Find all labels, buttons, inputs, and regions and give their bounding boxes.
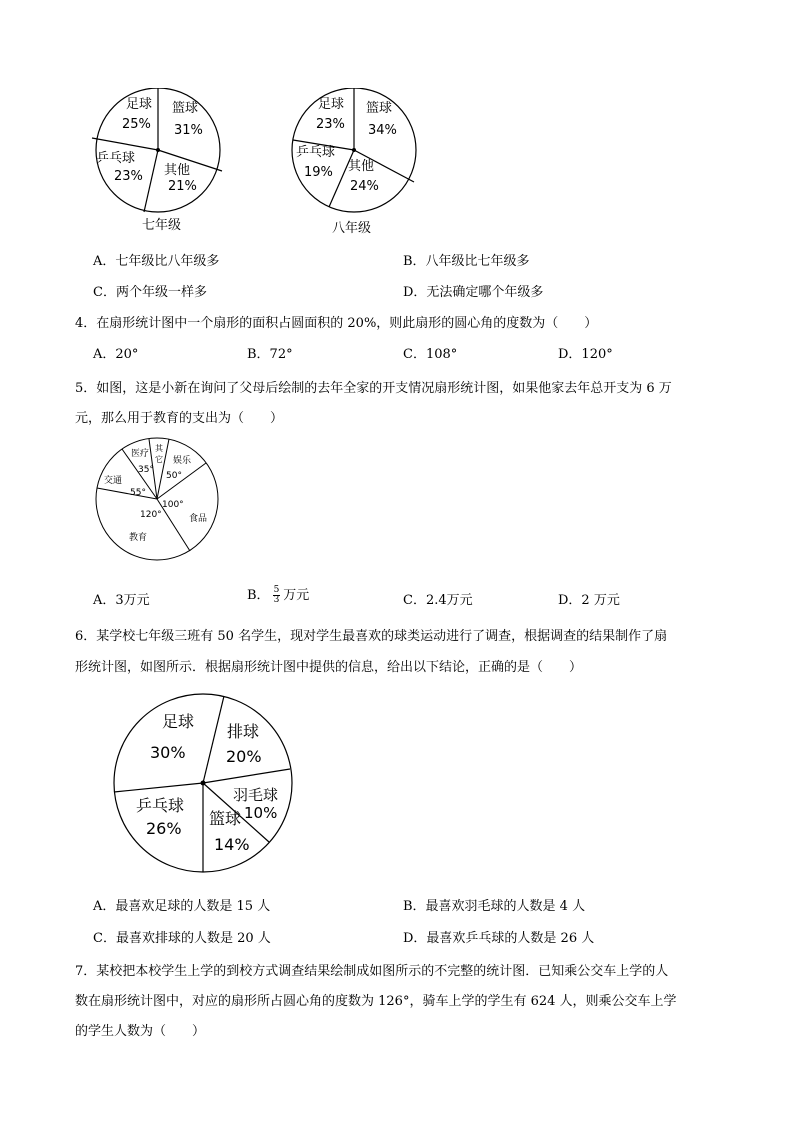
q6-option-c[interactable]: C．最喜欢排球的人数是 20 人 xyxy=(93,931,271,946)
pie7-label-basketball: 篮球 xyxy=(172,101,199,116)
fraction-denominator: 3 xyxy=(273,595,280,605)
pie8-label-basketball: 篮球 xyxy=(366,101,393,116)
pie7-divider xyxy=(92,138,158,150)
pie8-pct-pingpong: 19% xyxy=(304,165,333,180)
sports-label-volleyball: 排球 xyxy=(227,722,260,741)
q3-option-a[interactable]: A．七年级比八年级多 xyxy=(93,254,220,269)
expense-label-education: 教育 xyxy=(129,533,148,543)
pie8-label-other: 其他 xyxy=(348,159,375,174)
q6-option-b[interactable]: B．最喜欢羽毛球的人数是 4 人 xyxy=(403,899,586,914)
q5-option-c[interactable]: C．2.4万元 xyxy=(403,593,473,608)
sports-label-basketball: 篮球 xyxy=(209,809,242,828)
expense-angle-food: 100° xyxy=(162,500,184,510)
pie7-title: 七年级 xyxy=(142,218,182,233)
q7-line3: 的学生人数为（ ） xyxy=(75,1024,206,1039)
sports-pct-volleyball: 20% xyxy=(226,747,262,766)
q5-option-b-prefix: B． xyxy=(247,588,270,603)
pie8-pct-football: 23% xyxy=(316,117,345,132)
expense-label-medical: 医疗 xyxy=(131,449,150,459)
fraction-numerator: 5 xyxy=(273,585,280,595)
q4-option-a[interactable]: A．20° xyxy=(93,347,139,362)
q5-option-a[interactable]: A．3万元 xyxy=(93,593,150,608)
q4-stem: 4．在扇形统计图中一个扇形的面积占圆面积的 20%，则此扇形的圆心角的度数为（ ） xyxy=(75,316,598,331)
expense-angle-transport: 55° xyxy=(130,488,146,498)
q5-option-b[interactable] xyxy=(247,584,309,605)
q3-option-b[interactable]: B．八年级比七年级多 xyxy=(403,254,530,269)
q6-option-a[interactable]: A．最喜欢足球的人数是 15 人 xyxy=(93,899,271,914)
grade8-pie-chart xyxy=(284,88,434,240)
sports-pct-badminton: 10% xyxy=(244,804,278,822)
expense-label-other-1: 其 xyxy=(155,444,163,453)
q4-option-d[interactable]: D．120° xyxy=(558,347,613,362)
pie7-pct-other: 21% xyxy=(168,179,197,194)
expense-pie-chart xyxy=(94,436,222,564)
pie7-label-football: 足球 xyxy=(126,97,153,112)
expense-label-other-2: 它 xyxy=(155,455,163,464)
expense-angle-education: 120° xyxy=(140,510,162,520)
q4-option-b[interactable]: B．72° xyxy=(247,347,293,362)
pie7-label-pingpong: 乒乓球 xyxy=(96,151,136,166)
expense-label-entertainment: 娱乐 xyxy=(173,456,192,466)
pie8-pct-basketball: 34% xyxy=(368,123,397,138)
q6-stem-line2: 形统计图，如图所示．根据扇形统计图中提供的信息，给出以下结论，正确的是（ ） xyxy=(75,660,583,675)
q3-option-d[interactable]: D．无法确定哪个年级多 xyxy=(403,285,544,300)
q7-line1: 7．某校把本校学生上学的到校方式调查结果绘制成如图所示的不完整的统计图．已知乘公交车上学的人 xyxy=(75,964,669,979)
sports-pct-pingpong: 26% xyxy=(146,819,182,838)
sports-label-pingpong: 乒乓球 xyxy=(136,796,185,815)
q5-stem-line1: 5．如图，这是小新在询问了父母后绘制的去年全家的开支情况扇形统计图，如果他家去年总开支为 6 万 xyxy=(75,381,672,396)
pie8-pct-other: 24% xyxy=(350,179,379,194)
q5-option-b-fraction xyxy=(273,586,281,605)
q5-option-d[interactable]: D．2 万元 xyxy=(558,593,620,608)
q5-option-b-suffix: 万元 xyxy=(283,588,310,603)
sports-pct-basketball: 14% xyxy=(214,835,250,854)
sports-label-badminton: 羽毛球 xyxy=(233,786,279,804)
expense-angle-entertainment: 50° xyxy=(166,471,182,481)
q4-option-c[interactable]: C．108° xyxy=(403,347,458,362)
q6-option-d[interactable]: D．最喜欢乒乓球的人数是 26 人 xyxy=(403,931,595,946)
expense-label-food: 食品 xyxy=(189,514,208,524)
q3-option-c[interactable]: C．两个年级一样多 xyxy=(93,285,207,300)
pie7-pct-basketball: 31% xyxy=(174,123,203,138)
pie8-title: 八年级 xyxy=(332,221,372,236)
q7-line2: 数在扇形统计图中，对应的扇形所占圆心角的度数为 126°，骑车上学的学生有 624 人，则乘公交车上学 xyxy=(75,994,677,1009)
pie7-label-other: 其他 xyxy=(164,163,191,178)
expense-label-transport: 交通 xyxy=(104,476,123,486)
sports-label-football: 足球 xyxy=(162,712,195,731)
ball-sports-pie-chart xyxy=(112,692,294,876)
pie7-pct-pingpong: 23% xyxy=(114,169,143,184)
pie8-label-football: 足球 xyxy=(318,97,345,112)
sports-pct-football: 30% xyxy=(150,743,186,762)
q6-stem-line1: 6．某学校七年级三班有 50 名学生，现对学生最喜欢的球类运动进行了调查，根据调查的结果制作了扇 xyxy=(75,629,668,644)
pie8-label-pingpong: 乒乓球 xyxy=(296,145,336,160)
expense-angle-medical: 35° xyxy=(138,465,154,475)
pie7-divider xyxy=(144,150,158,212)
q5-stem-line2: 元，那么用于教育的支出为（ ） xyxy=(75,411,284,426)
pie7-pct-football: 25% xyxy=(122,117,151,132)
grade7-pie-chart xyxy=(88,88,238,238)
